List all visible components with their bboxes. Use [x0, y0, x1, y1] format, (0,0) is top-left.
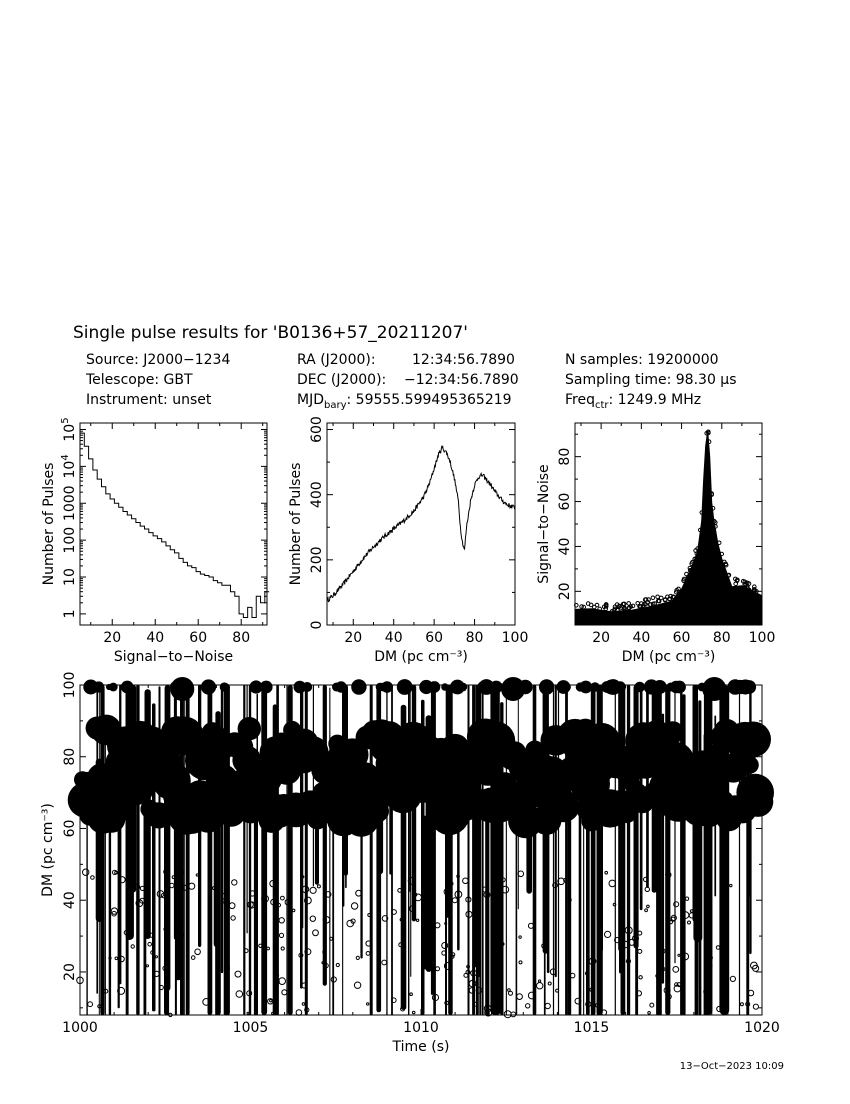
- scatter-point: [296, 1010, 302, 1016]
- y-tick-label: 400: [309, 481, 325, 509]
- scatter-point: [155, 956, 157, 958]
- x-tick-label: 100: [501, 630, 529, 646]
- scatter-point: [367, 1003, 369, 1005]
- scatter-point: [146, 965, 148, 967]
- x-tick-label: 80: [465, 630, 484, 646]
- scatter-point: [236, 991, 243, 998]
- y-axis-label: Number of Pulses: [41, 462, 57, 586]
- y-tick-label: 20: [557, 582, 573, 601]
- scatter-point: [131, 945, 134, 948]
- scatter-point: [656, 595, 660, 599]
- scatter-point: [351, 903, 357, 909]
- x-tick-label: 100: [748, 630, 776, 646]
- scatter-point: [595, 603, 599, 607]
- scatter-point: [148, 942, 152, 946]
- pulse-top-marker: [201, 679, 216, 694]
- scatter-point: [368, 914, 371, 917]
- pulse-streak: [433, 685, 436, 1015]
- scatter-point: [519, 961, 522, 964]
- scatter-point: [638, 949, 642, 953]
- scatter-point: [650, 1003, 654, 1007]
- scatter-point: [730, 976, 735, 981]
- freq-label: Freq: [565, 392, 595, 408]
- x-tick-label: 60: [189, 630, 208, 646]
- x-tick-label: 1020: [744, 1020, 780, 1036]
- x-tick-label: 20: [344, 630, 363, 646]
- scatter-point: [685, 572, 689, 576]
- pulse-band-marker: [742, 756, 759, 773]
- x-tick-label: 20: [592, 630, 611, 646]
- y-tick-label: 100: [62, 526, 78, 554]
- y-tick-label: 0: [309, 620, 325, 630]
- pulse-top-marker: [260, 681, 273, 694]
- y-tick-label: 60: [62, 819, 78, 838]
- pulse-streak: [533, 685, 537, 1015]
- large-pulse-marker: [170, 677, 194, 701]
- scatter-point: [310, 887, 316, 893]
- telescope-text: Telescope: GBT: [86, 372, 193, 388]
- pulse-band-marker: [752, 737, 768, 753]
- pulse-streak: [329, 688, 330, 1015]
- x-tick-label: 20: [103, 630, 122, 646]
- scatter-point: [272, 1012, 274, 1014]
- pulse-band-marker: [743, 786, 774, 817]
- scatter-point: [313, 930, 319, 936]
- scatter-point: [639, 976, 642, 979]
- scatter-point: [229, 903, 235, 909]
- scatter-point: [279, 918, 284, 923]
- scatter-point: [673, 967, 679, 973]
- pulse-streak: [698, 700, 701, 1015]
- scatter-point: [463, 878, 469, 884]
- y-axis-label: Signal−to−Noise: [536, 464, 552, 584]
- scatter-point: [267, 947, 270, 950]
- scatter-point: [317, 885, 320, 888]
- scatter-point: [247, 1012, 249, 1014]
- x-tick-label: 1000: [62, 1020, 98, 1036]
- pulse-top-marker: [601, 681, 613, 693]
- large-pulse-marker: [702, 677, 726, 701]
- scatter-point: [281, 896, 285, 900]
- scatter-point: [91, 876, 95, 880]
- scatter-point: [270, 1000, 272, 1002]
- scatter-point: [356, 956, 359, 959]
- y-tick-label: 40: [62, 891, 78, 910]
- pulse-top-marker: [223, 683, 230, 690]
- snr-histogram-panel: [41, 417, 269, 665]
- scatter-point: [730, 884, 732, 886]
- pulse-streak: [711, 807, 712, 1016]
- scatter-point: [279, 933, 283, 937]
- nsamples-text: N samples: 19200000: [565, 352, 719, 368]
- scatter-point: [740, 1003, 743, 1006]
- y-tick-label: 1000: [62, 485, 78, 522]
- y-tick-label: 10: [62, 568, 78, 586]
- large-pulse-marker: [501, 677, 525, 701]
- y-tick-label: 200: [309, 546, 325, 574]
- mjd-text: [297, 392, 512, 411]
- scatter-point: [526, 1004, 530, 1008]
- pulse-top-marker: [351, 679, 366, 694]
- x-axis-label: Signal−to−Noise: [113, 649, 234, 665]
- mjd-sub: bary: [324, 400, 347, 411]
- scatter-point: [609, 880, 616, 887]
- scatter-point: [537, 983, 543, 989]
- scatter-point: [688, 921, 691, 924]
- pulse-streak: [323, 685, 327, 986]
- scatter-point: [196, 874, 198, 876]
- scatter-point: [648, 1012, 651, 1015]
- pulse-top-marker: [634, 682, 645, 693]
- pulse-top-marker: [93, 681, 104, 692]
- x-axis-label: DM (pc cm⁻³): [621, 649, 716, 665]
- pulse-top-marker: [562, 682, 571, 691]
- pulse-top-marker: [479, 679, 495, 695]
- x-tick-label: 40: [632, 630, 651, 646]
- scatter-point: [436, 967, 440, 971]
- pulse-band-marker: [661, 721, 684, 744]
- x-tick-label: 1015: [573, 1020, 610, 1036]
- dm-vs-time-panel: [40, 672, 780, 1055]
- scatter-point: [645, 909, 648, 912]
- dec-label: DEC (J2000):: [297, 372, 387, 388]
- y-tick-label: 40: [557, 537, 573, 556]
- y-axis-label: Number of Pulses: [288, 462, 304, 586]
- scatter-point: [753, 1004, 758, 1009]
- scatter-point: [382, 960, 387, 965]
- scatter-point: [412, 1011, 415, 1014]
- pulse-top-marker: [429, 681, 441, 693]
- scatter-point: [556, 989, 559, 992]
- ra-label: RA (J2000):: [297, 352, 376, 368]
- x-tick-label: 60: [672, 630, 691, 646]
- pulse-top-marker: [539, 679, 554, 694]
- y-tick-label: 100: [62, 671, 78, 699]
- scatter-point: [519, 936, 521, 938]
- scatter-point: [452, 898, 457, 903]
- pulse-streak: [261, 685, 267, 1015]
- scatter-point: [191, 956, 195, 960]
- y-tick-label: 80: [557, 447, 573, 466]
- scatter-point: [716, 946, 720, 950]
- pulse-top-marker: [294, 681, 307, 694]
- dm-histogram-panel: [288, 416, 528, 665]
- scatter-point: [195, 949, 201, 955]
- instrument-text: Instrument: unset: [86, 392, 212, 408]
- pulse-top-marker: [738, 680, 753, 695]
- scatter-point: [172, 876, 175, 879]
- scatter-point: [282, 990, 287, 995]
- scatter-point: [508, 989, 511, 992]
- x-tick-label: 40: [146, 630, 165, 646]
- scatter-point: [88, 1002, 93, 1007]
- scatter-point: [647, 905, 650, 908]
- scatter-point: [690, 910, 693, 913]
- sampling-time-text: Sampling time: 98.30 µs: [565, 372, 737, 388]
- scatter-point: [366, 952, 370, 956]
- scatter-point: [636, 602, 640, 606]
- mjd-label: MJD: [297, 392, 324, 408]
- scatter-point: [678, 954, 680, 956]
- freq-sub: ctr: [594, 400, 609, 411]
- scatter-point: [231, 916, 235, 920]
- pulse-top-marker: [332, 683, 341, 692]
- scatter-point: [410, 993, 413, 996]
- mjd-value: : 59555.599495365219: [346, 392, 512, 408]
- pulse-streak: [457, 817, 460, 951]
- y-tick-label: 1: [62, 609, 78, 619]
- scatter-point: [518, 871, 524, 877]
- pulse-streak: [485, 789, 489, 1015]
- scatter-point: [354, 982, 360, 988]
- x-tick-label: 40: [384, 630, 403, 646]
- ra-value: 12:34:56.7890: [412, 352, 515, 368]
- snr-vs-dm-panel: [536, 423, 775, 665]
- pulse-streak: [313, 685, 314, 886]
- pulse-streak: [586, 817, 590, 1015]
- y-tick-label: 20: [62, 963, 78, 981]
- pulse-top-marker: [450, 680, 465, 695]
- pulse-band-marker: [146, 802, 172, 828]
- scatter-point: [302, 1003, 305, 1006]
- pulse-streak: [257, 694, 259, 1015]
- pulse-top-marker: [615, 681, 626, 692]
- pulse-top-marker: [670, 681, 682, 693]
- pulse-streak: [176, 815, 181, 980]
- scatter-point: [627, 602, 631, 606]
- scatter-point: [613, 903, 616, 906]
- pulse-streak: [118, 805, 120, 1009]
- scatter-point: [281, 947, 284, 950]
- scatter-point: [115, 957, 118, 960]
- source-text: Source: J2000−1234: [86, 352, 231, 368]
- y-tick-label: $10^4$: [60, 454, 78, 479]
- scatter-point: [115, 871, 118, 874]
- dm-histogram-line: [327, 447, 515, 603]
- pulse-top-marker: [376, 683, 385, 692]
- scatter-point: [517, 994, 523, 1000]
- scatter-point: [504, 1011, 511, 1018]
- scatter-point: [605, 931, 611, 937]
- scatter-point: [336, 963, 339, 966]
- y-tick-label: $10^5$: [60, 417, 78, 442]
- x-tick-label: 80: [712, 630, 731, 646]
- pulse-band-marker: [368, 801, 389, 822]
- scatter-point: [83, 869, 89, 875]
- scatter-point: [669, 921, 672, 924]
- scatter-point: [330, 937, 333, 940]
- page-title: Single pulse results for 'B0136+57_20211207': [73, 323, 468, 343]
- pulse-top-marker: [441, 683, 448, 690]
- plot-frame: [327, 423, 515, 625]
- scatter-point: [651, 596, 655, 600]
- scatter-point: [232, 880, 237, 885]
- scatter-point: [235, 971, 241, 977]
- pulse-top-marker: [398, 681, 410, 693]
- scatter-point: [509, 991, 513, 995]
- scatter-point: [605, 871, 608, 874]
- x-axis-label: Time (s): [392, 1039, 450, 1055]
- x-tick-label: 80: [232, 630, 251, 646]
- plot-frame: [80, 423, 267, 625]
- pulse-streak: [682, 694, 685, 1015]
- dec-value: −12:34:56.7890: [404, 372, 519, 388]
- scatter-point: [310, 916, 315, 921]
- pulse-top-marker: [121, 681, 134, 694]
- snr-histogram-line: [80, 433, 269, 617]
- pulse-band-marker: [238, 717, 261, 740]
- x-tick-label: 60: [425, 630, 444, 646]
- scatter-point: [292, 909, 295, 912]
- timestamp: 13−Oct−2023 10:09: [679, 1061, 784, 1072]
- y-tick-label: 80: [62, 747, 78, 766]
- scatter-point: [548, 982, 551, 985]
- x-axis-label: DM (pc cm⁻³): [374, 649, 468, 665]
- freq-text: [565, 392, 701, 411]
- scatter-point: [545, 1003, 550, 1008]
- pulse-streak: [696, 685, 698, 1015]
- x-tick-label: 1005: [232, 1020, 269, 1036]
- freq-value: : 1249.9 MHz: [608, 392, 702, 408]
- y-tick-label: 60: [557, 492, 573, 511]
- y-axis-label: DM (pc cm⁻³): [40, 803, 56, 897]
- y-tick-label: 600: [309, 416, 325, 443]
- pulse-streak: [619, 685, 622, 973]
- x-tick-label: 1010: [403, 1020, 439, 1036]
- pulse-top-marker: [576, 682, 585, 691]
- scatter-point: [539, 980, 541, 982]
- scatter-point: [416, 919, 418, 921]
- scatter-point: [685, 897, 688, 900]
